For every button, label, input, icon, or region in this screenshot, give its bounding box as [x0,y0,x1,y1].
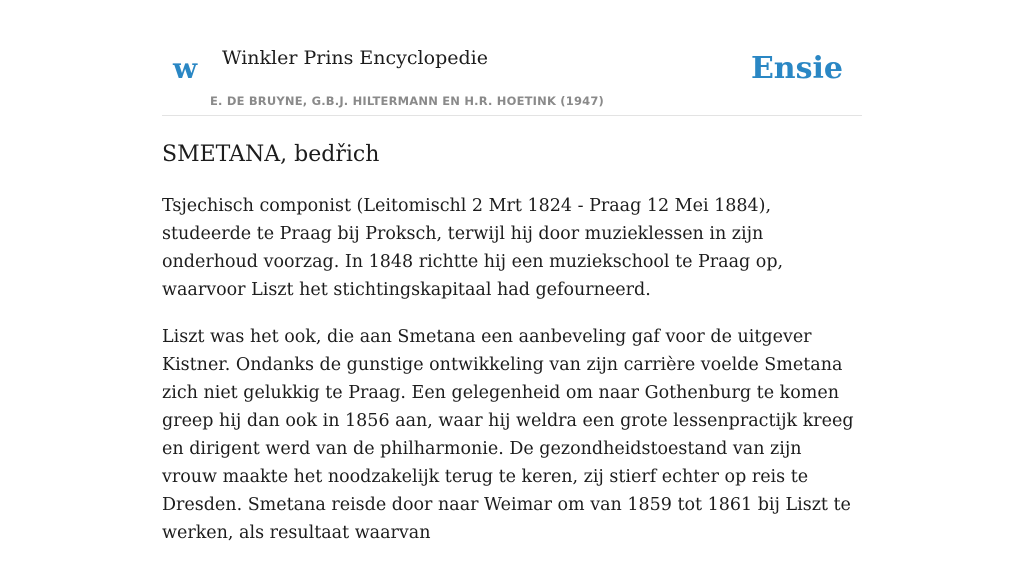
source-title[interactable]: Winkler Prins Encyclopedie [222,47,488,69]
article-title: SMETANA, bedřich [162,142,380,167]
brand-logo[interactable]: Ensie [750,51,843,86]
source-authors: E. DE BRUYNE, G.B.J. HILTERMANN EN H.R. HOETINK (1947) [210,94,605,108]
article-paragraph: Liszt was het ook, die aan Smetana een aanbeveling gaf voor de uitgever Kistner. Ondanks de gunstige ontwikkeling van zijn carrière voelde Smetana zich niet gelukkig te Praag. Een gelegenheid om naar Gothenburg te komen greep hij dan ook in 1856 aan, waar hij weldra een grote lessenpractijk kreeg en dirigent werd van de philharmonie. De gezondheidstoestand van zijn vrouw maakte het noodzakelijk terug te keren, zij stierf echter op reis te Dresden. Smetana reisde door naar Weimar om van 1859 tot 1861 bij Liszt te werken, als resultaat waarvan [162,327,854,543]
site-header [162,30,862,116]
article-body [162,192,862,566]
article-paragraph: Tsjechisch componist (Leitomischl 2 Mrt 1824 - Praag 12 Mei 1884), studeerde te Praag bij Proksch, terwijl hij door muzieklessen in zijn onderhoud voorzag. In 1848 richtte hij een muziekschool te Praag op, waarvoor Liszt het stichtingskapitaal had gefourneerd. [162,196,784,300]
source-logo[interactable]: w [173,52,198,85]
